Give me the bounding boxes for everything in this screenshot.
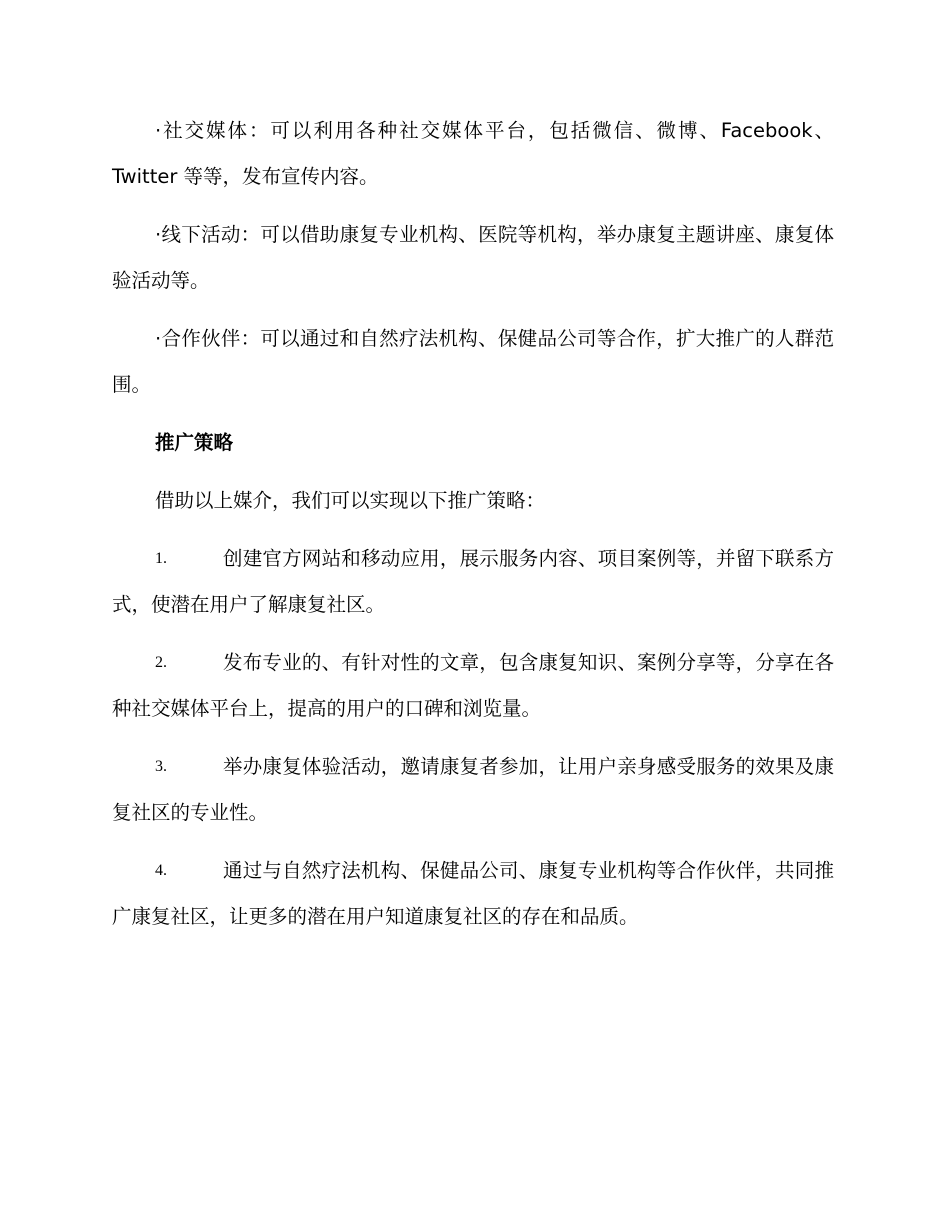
strategy-item xyxy=(112,536,834,628)
strategy-number: 1. xyxy=(155,550,167,567)
strategy-text: 举办康复体验活动，邀请康复者参加，让用户亲身感受服务的效果及康复社区的专业性。 xyxy=(112,755,834,824)
strategy-item xyxy=(112,640,834,732)
strategy-number: 3. xyxy=(155,758,167,775)
strategy-item xyxy=(112,848,834,940)
strategy-text: 创建官方网站和移动应用，展示服务内容、项目案例等，并留下联系方式，使潜在用户了解康复社区。 xyxy=(112,547,834,616)
strategy-text: 通过与自然疗法机构、保健品公司、康复专业机构等合作伙伴，共同推广康复社区，让更多的潜在用户知道康复社区的存在和品质。 xyxy=(112,859,834,928)
document-body xyxy=(112,108,834,952)
bullet-partners: ·合作伙伴：可以通过和自然疗法机构、保健品公司等合作，扩大推广的人群范围。 xyxy=(112,327,834,396)
strategy-number: 2. xyxy=(155,654,167,671)
bullet-offline-events: ·线下活动：可以借助康复专业机构、医院等机构，举办康复主题讲座、康复体验活动等。 xyxy=(112,223,834,292)
strategy-number: 4. xyxy=(155,862,167,879)
bullet-social-media: ·社交媒体：可以利用各种社交媒体平台，包括微信、微博、Facebook、Twitter 等等，发布宣传内容。 xyxy=(112,119,834,188)
intro-paragraph: 借助以上媒介，我们可以实现以下推广策略： xyxy=(155,489,546,512)
strategy-text: 发布专业的、有针对性的文章，包含康复知识、案例分享等，分享在各种社交媒体平台上，提高的用户的口碑和浏览量。 xyxy=(112,651,834,720)
section-heading: 推广策略 xyxy=(155,431,234,454)
strategy-item xyxy=(112,744,834,836)
